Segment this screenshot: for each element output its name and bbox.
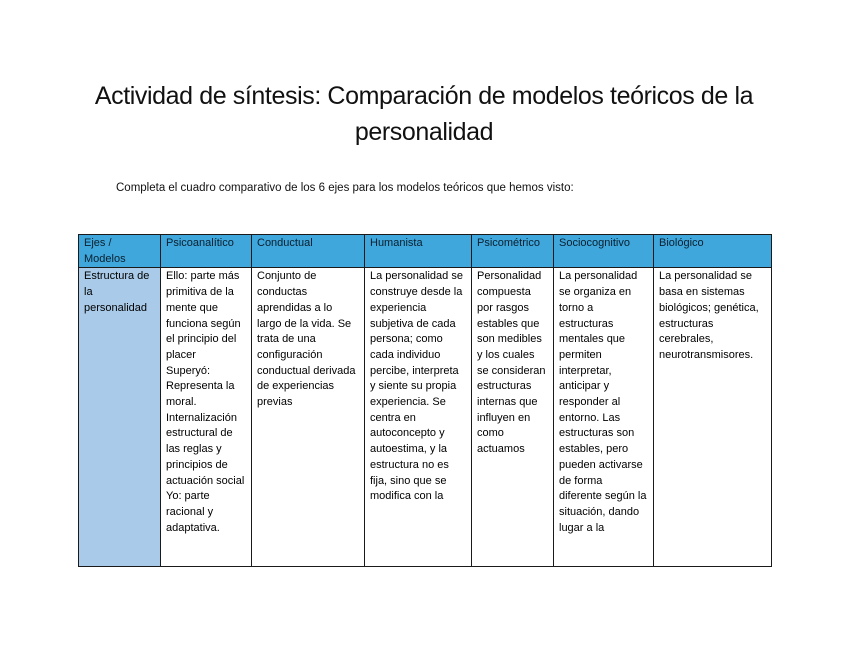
header-biologico: Biológico — [654, 235, 772, 268]
header-psicoanalitico: Psicoanalítico — [161, 235, 252, 268]
comparison-table — [78, 234, 772, 567]
instructions-text: Completa el cuadro comparativo de los 6 ejes para los modelos teóricos que hemos visto: — [116, 182, 574, 194]
header-psicometrico: Psicométrico — [472, 235, 554, 268]
cell-text-sociocognitivo: La personalidad se organiza en torno a estructuras mentales que permiten interpretar, anticipar y responder al entorno. Las estructuras son estables, pero pueden activarse de forma diferente según la situación, dando lugar a la — [559, 270, 650, 534]
cell-text-psicoanalitico: Ello: parte más primitiva de la mente que funciona según el principio del placer Superyó: Representa la moral. Internalización estructural de las reglas y principios de actuación social Yo: parte racional y adaptativa. — [166, 270, 245, 534]
header-ejes-modelos: Ejes / Modelos — [79, 235, 161, 268]
cell-psicometrico — [472, 268, 554, 567]
row-label-text: Estructura de la personalidad — [84, 270, 153, 314]
header-conductual: Conductual — [252, 235, 365, 268]
header-humanista: Humanista — [365, 235, 472, 268]
cell-text-conductual: Conjunto de conductas aprendidas a lo largo de la vida. Se trata de una configuración conductual derivada de experiencias previas — [257, 270, 359, 409]
row-label-estructura — [79, 268, 161, 567]
cell-text-psicometrico: Personalidad compuesta por rasgos estables que son medibles y los cuales se consideran estructuras internas que influyen en como actuamos — [477, 270, 549, 456]
table-header-row — [79, 235, 772, 268]
cell-biologico — [654, 268, 772, 567]
document-title: Actividad de síntesis: Comparación de modelos teóricos de la personalidad — [94, 82, 754, 146]
cell-sociocognitivo — [554, 268, 654, 567]
table-row — [79, 268, 772, 567]
cell-conductual — [252, 268, 365, 567]
cell-humanista — [365, 268, 472, 567]
cell-text-humanista: La personalidad se construye desde la experiencia subjetiva de cada persona; como cada individuo percibe, interpreta y siente su propia experiencia. Se centra en autoconcepto y autoestima, y la estructura no es fija, sino que se modifica con la — [370, 270, 467, 503]
cell-text-biologico: La personalidad se basa en sistemas biológicos; genética, estructuras cerebrales, neurotransmisores. — [659, 270, 762, 361]
cell-psicoanalitico — [161, 268, 252, 567]
header-sociocognitivo: Sociocognitivo — [554, 235, 654, 268]
